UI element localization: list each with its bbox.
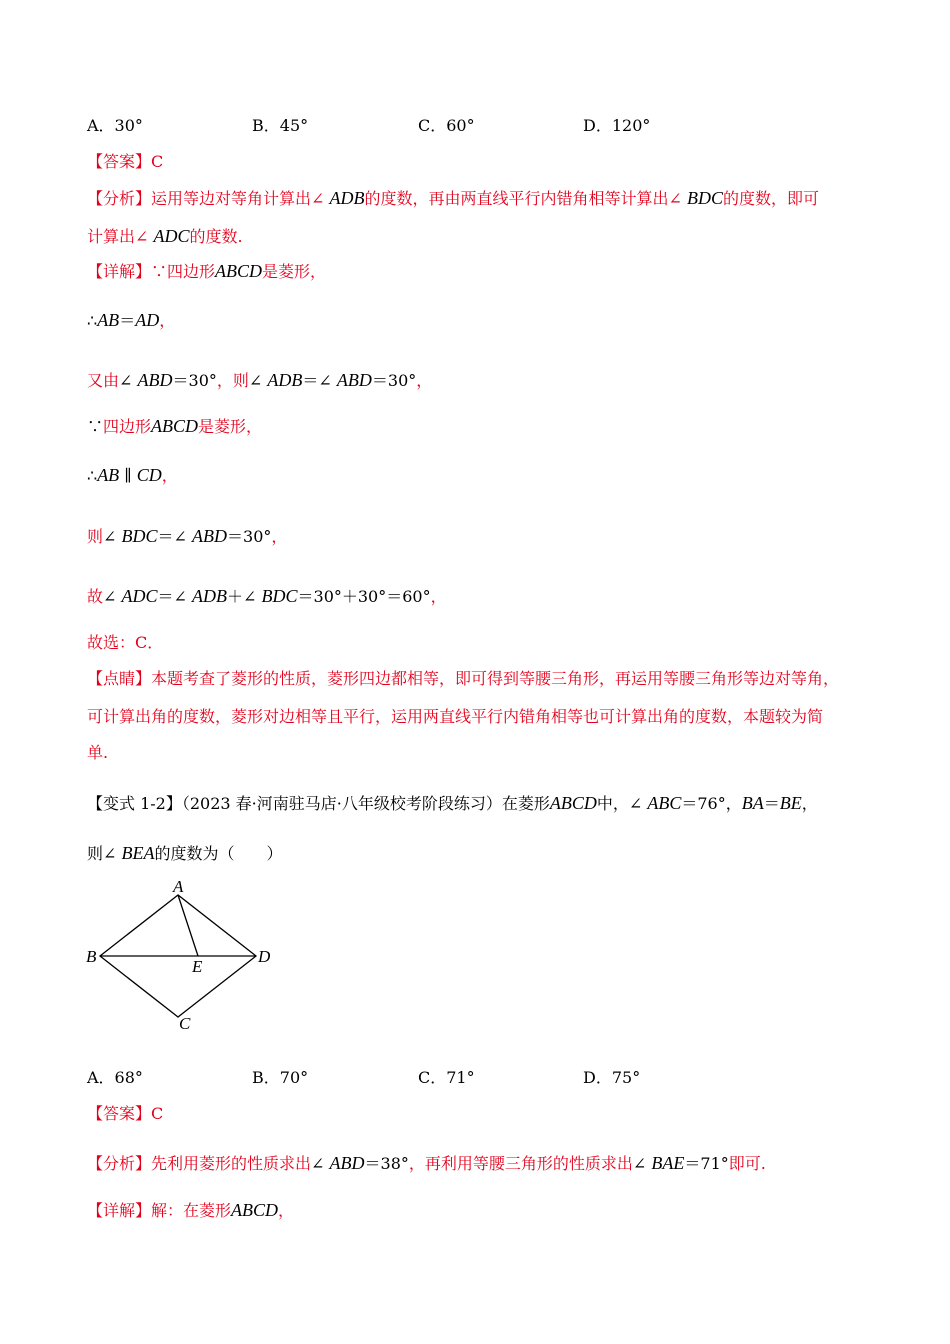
text-line (87, 416, 262, 437)
text-segment: ＝∠ (302, 371, 337, 390)
text-segment: 故选：C． (87, 633, 164, 652)
math-term: ABD (192, 526, 228, 546)
text-segment: ∠ (632, 1154, 652, 1173)
text-segment: 【答案】C (87, 1104, 164, 1123)
text-segment: ， (278, 1201, 295, 1220)
text-line (87, 526, 287, 547)
text-segment: 四边形 (103, 417, 152, 436)
math-term: ABCD (549, 793, 597, 813)
text-segment: ∠ (248, 371, 268, 390)
text-segment: ＋∠ (227, 587, 262, 606)
text-segment: 单. (87, 743, 109, 762)
text-line (87, 152, 163, 172)
math-term: CD (136, 465, 162, 485)
math-term: ABC (647, 793, 682, 813)
text-segment: 【详解】∵四边形 (87, 262, 216, 281)
text-segment: ∠ (311, 1154, 330, 1173)
text-line (87, 226, 243, 247)
text-line (87, 843, 283, 864)
text-line (87, 1200, 294, 1221)
math-term: BE (779, 793, 802, 813)
text-segment: 的度数为（ ） (154, 844, 283, 863)
option-d-2: D．75° (583, 1068, 641, 1087)
text-segment: ， (159, 311, 176, 330)
math-term: ABD (336, 370, 372, 390)
text-segment: 【分析】运用等边对等角计算出∠ (87, 189, 330, 208)
text-segment: 即可. (728, 1154, 766, 1173)
text-segment: 【答案】C (87, 152, 164, 171)
text-line (87, 586, 447, 607)
text-segment: 计算出∠ (87, 227, 154, 246)
text-segment: ， (271, 527, 288, 546)
math-term: AB (97, 465, 120, 485)
math-term: ABCD (151, 416, 199, 436)
math-term: ABCD (231, 1200, 279, 1220)
text-line (87, 370, 432, 391)
text-segment: 的度数. (189, 227, 243, 246)
text-segment: ＝30° (172, 371, 217, 390)
text-line (87, 261, 326, 282)
text-segment: 则 (87, 527, 104, 546)
text-segment: ＝71° (684, 1154, 729, 1173)
text-segment: 【点睛】本题考查了菱形的性质，菱形四边都相等，即可得到等腰三角形，再运用等腰三角形等边对等角， (87, 669, 840, 688)
text-segment: 故 (87, 587, 104, 606)
text-segment: ∠ (119, 371, 138, 390)
math-term: BAE (651, 1153, 685, 1173)
math-term: ABD (329, 1153, 365, 1173)
option-a: A．30° (87, 116, 143, 135)
option-b: B．45° (252, 116, 309, 135)
text-segment: ∠ (103, 587, 122, 606)
text-segment: 的度数，即可 (723, 189, 820, 208)
rhombus-figure (80, 872, 280, 1037)
math-term: AD (135, 310, 160, 330)
text-segment: ＝30° (371, 371, 417, 390)
text-segment: ∥ (119, 466, 137, 485)
text-segment: ＝38° (364, 1154, 409, 1173)
text-segment: ＝ (763, 794, 780, 813)
label-e: E (192, 957, 203, 976)
math-term: BDC (687, 188, 723, 208)
text-segment: ＝∠ (157, 587, 193, 606)
text-segment: ， (161, 466, 178, 485)
text-segment: 又由 (87, 371, 120, 390)
text-segment: ∴ (87, 466, 98, 485)
text-segment: ＝∠ (157, 527, 193, 546)
text-segment: ∠ (103, 527, 122, 546)
math-term: ADC (153, 226, 190, 246)
math-term: BDC (121, 526, 158, 546)
label-d: D (258, 947, 271, 966)
label-a: A (173, 877, 184, 896)
text-segment: ∵ (87, 417, 104, 436)
option-c: C．60° (418, 116, 475, 135)
text-segment: ＝30°＋30°＝60° (297, 587, 431, 606)
label-b: B (86, 947, 97, 966)
math-term: ADB (267, 370, 303, 390)
text-line (87, 1104, 163, 1124)
text-segment: 【详解】解：在菱形 (87, 1201, 232, 1220)
option-d: D．120° (583, 116, 651, 135)
text-segment: ， (801, 794, 818, 813)
math-term: ABD (137, 370, 173, 390)
segment-ae (178, 895, 198, 956)
text-line (87, 707, 823, 727)
text-segment: ， (416, 371, 433, 390)
math-term: ADB (192, 586, 228, 606)
text-segment: 是菱形， (198, 417, 263, 436)
text-segment: ，则 (216, 371, 249, 390)
math-term: ADC (121, 586, 158, 606)
option-a-2: A．68° (87, 1068, 143, 1087)
math-term: BDC (261, 586, 298, 606)
math-term: AB (97, 310, 120, 330)
text-segment: 可计算出角的度数，菱形对边相等且平行，运用两直线平行内错角相等也可计算出角的度数，本题较为简 (87, 707, 824, 726)
text-segment: 的度数，再由两直线平行内错角相等计算出∠ (364, 189, 687, 208)
math-term: BEA (121, 843, 155, 863)
text-line (87, 743, 108, 763)
math-term: ABCD (215, 261, 263, 281)
text-line (87, 310, 175, 331)
math-term: BA (741, 793, 764, 813)
text-segment: 则∠ (87, 844, 122, 863)
text-line (87, 188, 819, 209)
text-segment: ，再利用等腰三角形的性质求出 (408, 1154, 633, 1173)
text-line (87, 633, 163, 653)
math-term: ADB (329, 188, 365, 208)
text-segment: 是菱形， (262, 262, 327, 281)
text-segment: 【变式 1-2】（2023 春·河南驻马店·八年级校考阶段练习）在菱形 (87, 794, 550, 813)
option-b-2: B．70° (252, 1068, 309, 1087)
label-c: C (179, 1014, 191, 1033)
text-line (87, 793, 818, 814)
option-c-2: C．71° (418, 1068, 475, 1087)
text-segment: 中，∠ (596, 794, 648, 813)
text-segment: ， (430, 587, 447, 606)
text-segment: ∴ (87, 311, 98, 330)
text-line (87, 669, 839, 689)
text-line (87, 1153, 766, 1174)
text-segment: ＝ (119, 311, 136, 330)
text-segment: 【分析】先利用菱形的性质求出 (87, 1154, 312, 1173)
text-line (87, 465, 178, 486)
text-segment: ＝76°， (681, 794, 742, 813)
text-segment: ＝30° (227, 527, 272, 546)
